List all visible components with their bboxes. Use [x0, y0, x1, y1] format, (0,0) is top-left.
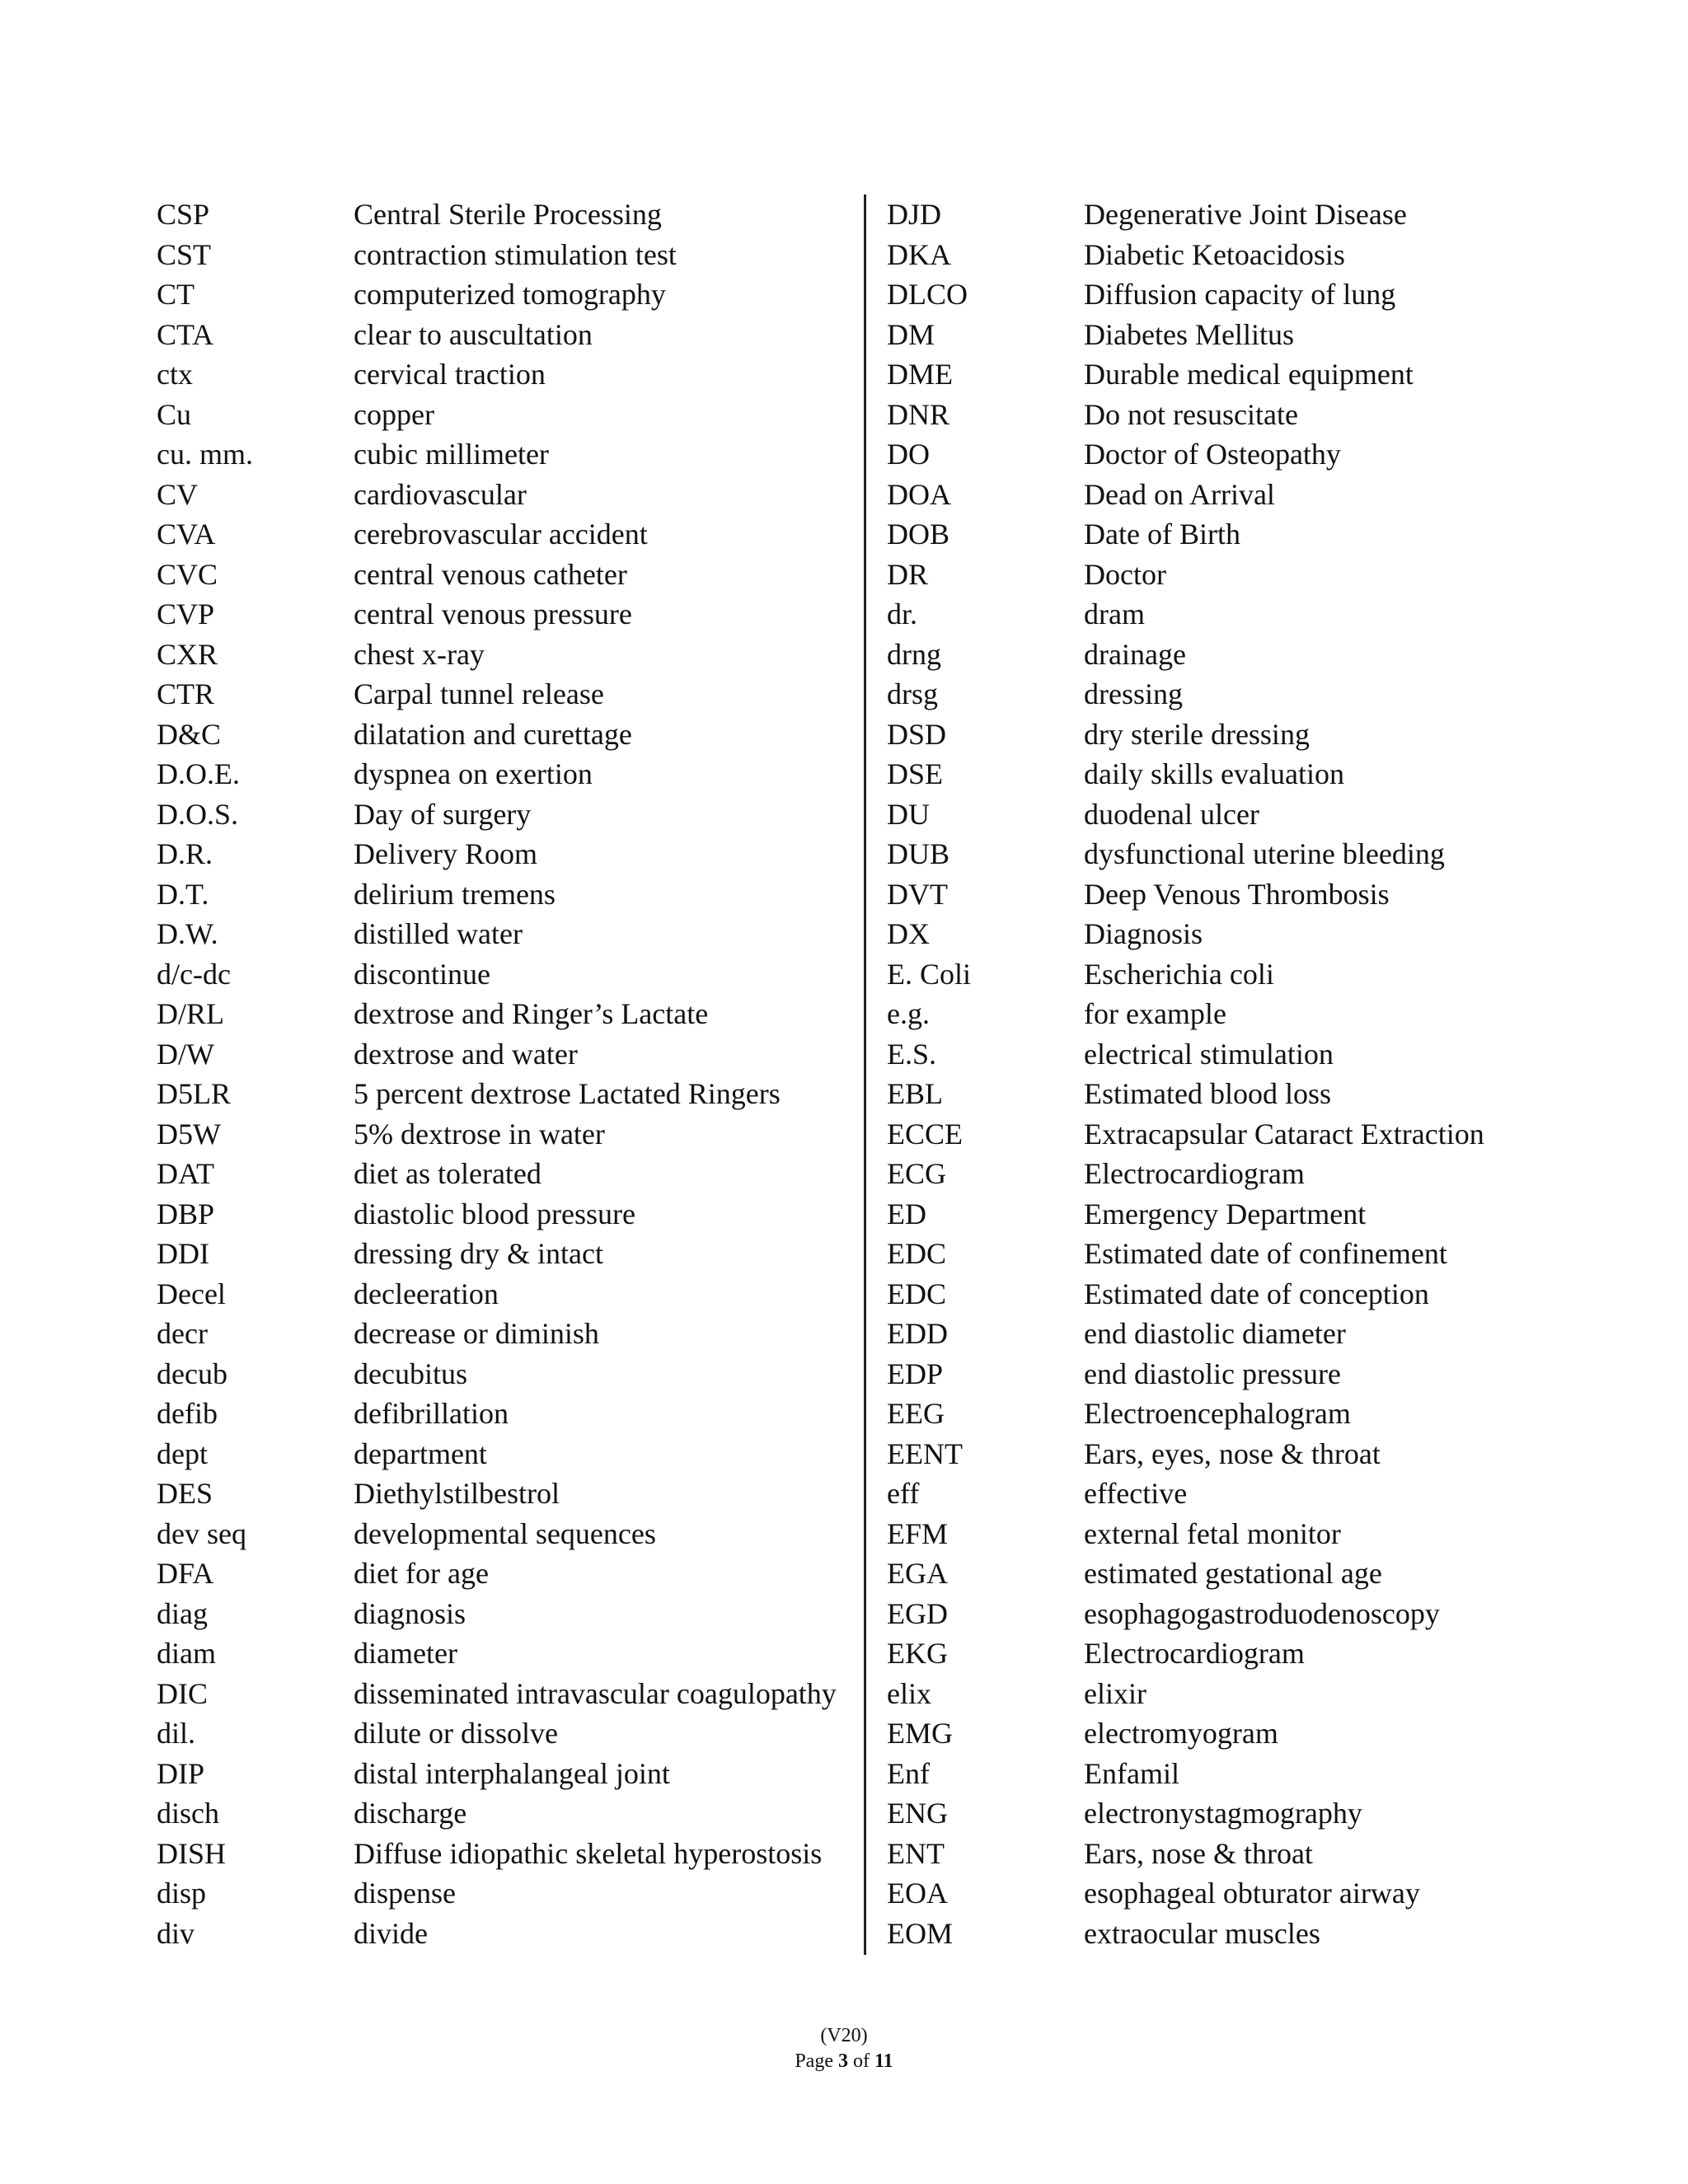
- abbreviation-row: [887, 1873, 1546, 1914]
- abbreviation-meaning: Durable medical equipment: [1084, 358, 1414, 391]
- abbreviation-term: CVC: [157, 557, 218, 591]
- abbreviation-row: [157, 1234, 857, 1274]
- abbreviation-row: [887, 994, 1546, 1034]
- abbreviation-term: EGA: [887, 1557, 948, 1590]
- abbreviation-row: [887, 354, 1546, 395]
- abbreviation-term: D.W.: [157, 917, 218, 950]
- abbreviation-term: ENG: [887, 1797, 948, 1830]
- abbreviation-term: DISH: [157, 1836, 227, 1870]
- abbreviation-meaning: dyspnea on exertion: [354, 757, 593, 790]
- abbreviation-meaning: disseminated intravascular coagulopathy: [354, 1676, 837, 1710]
- abbreviation-meaning: decleeration: [354, 1277, 499, 1310]
- abbreviation-meaning: Estimated blood loss: [1084, 1077, 1331, 1110]
- abbreviation-meaning: electronystagmography: [1084, 1797, 1362, 1830]
- abbreviation-meaning: cubic millimeter: [354, 438, 549, 471]
- abbreviation-term: DLCO: [887, 278, 968, 311]
- abbreviation-term: DJD: [887, 198, 942, 231]
- abbreviation-meaning: discontinue: [354, 957, 490, 991]
- abbreviation-term: cu. mm.: [157, 438, 253, 471]
- abbreviation-row: [157, 1594, 857, 1634]
- abbreviation-meaning: effective: [1084, 1477, 1188, 1510]
- abbreviation-row: [157, 594, 857, 635]
- abbreviation-row: [887, 235, 1546, 275]
- abbreviation-term: CTR: [157, 677, 215, 710]
- abbreviation-term: DIP: [157, 1756, 205, 1790]
- abbreviation-row: [887, 1554, 1546, 1594]
- abbreviation-row: [887, 1314, 1546, 1354]
- abbreviation-row: [887, 1074, 1546, 1114]
- abbreviation-row: [157, 1873, 857, 1914]
- abbreviation-row: [887, 914, 1546, 954]
- abbreviation-row: [887, 794, 1546, 835]
- abbreviation-term: ENT: [887, 1836, 945, 1870]
- abbreviation-meaning: clear to auscultation: [354, 317, 593, 351]
- abbreviation-row: [157, 794, 857, 835]
- abbreviation-meaning: Dead on Arrival: [1084, 477, 1275, 511]
- abbreviation-meaning: Estimated date of conception: [1084, 1277, 1429, 1310]
- abbreviation-row: [157, 395, 857, 435]
- abbreviation-row: [157, 954, 857, 995]
- abbreviation-row: [887, 1434, 1546, 1474]
- abbreviation-row: [887, 1754, 1546, 1794]
- abbreviation-term: D&C: [157, 717, 222, 751]
- abbreviation-term: DOB: [887, 518, 950, 551]
- abbreviation-meaning: department: [354, 1436, 487, 1470]
- abbreviation-row: [157, 754, 857, 794]
- abbreviation-meaning: diastolic blood pressure: [354, 1197, 635, 1230]
- abbreviation-meaning: Diabetes Mellitus: [1084, 317, 1294, 351]
- abbreviation-row: [887, 1914, 1546, 1954]
- abbreviation-meaning: 5 percent dextrose Lactated Ringers: [354, 1077, 781, 1110]
- abbreviation-row: [157, 1434, 857, 1474]
- abbreviation-term: DVT: [887, 877, 948, 911]
- abbreviation-term: E.S.: [887, 1037, 937, 1071]
- abbreviation-meaning: drainage: [1084, 637, 1186, 671]
- abbreviation-meaning: copper: [354, 397, 434, 431]
- abbreviation-term: DBP: [157, 1197, 215, 1230]
- abbreviation-meaning: Electroencephalogram: [1084, 1397, 1351, 1430]
- abbreviation-term: drsg: [887, 677, 938, 710]
- abbreviation-term: DU: [887, 797, 930, 831]
- abbreviation-term: diam: [157, 1637, 216, 1670]
- abbreviation-column-right: [887, 194, 1546, 1953]
- abbreviation-row: [157, 1554, 857, 1594]
- page-word: Page: [795, 2050, 833, 2072]
- abbreviation-meaning: Diethylstilbestrol: [354, 1477, 560, 1510]
- page-number: [0, 2049, 1688, 2074]
- abbreviation-term: diag: [157, 1596, 208, 1630]
- abbreviation-term: dept: [157, 1436, 208, 1470]
- abbreviation-row: [887, 1034, 1546, 1075]
- abbreviation-row: [157, 235, 857, 275]
- abbreviation-row: [157, 1354, 857, 1394]
- abbreviation-meaning: Diffuse idiopathic skeletal hyperostosis: [354, 1836, 823, 1870]
- abbreviation-meaning: external fetal monitor: [1084, 1516, 1341, 1550]
- abbreviation-meaning: dextrose and water: [354, 1037, 578, 1071]
- abbreviation-meaning: delirium tremens: [354, 877, 556, 911]
- abbreviation-meaning: esophagogastroduodenoscopy: [1084, 1596, 1440, 1630]
- abbreviation-row: [887, 514, 1546, 555]
- abbreviation-row: [887, 715, 1546, 755]
- page-of: of: [852, 2050, 870, 2072]
- abbreviation-meaning: contraction stimulation test: [354, 237, 677, 271]
- abbreviation-row: [887, 1154, 1546, 1194]
- abbreviation-term: D5W: [157, 1117, 221, 1151]
- abbreviation-term: DO: [887, 438, 930, 471]
- abbreviation-term: D.O.S.: [157, 797, 239, 831]
- abbreviation-meaning: dram: [1084, 598, 1145, 630]
- abbreviation-row: [157, 1194, 857, 1235]
- column-divider: [864, 194, 866, 1955]
- abbreviation-row: [887, 954, 1546, 995]
- abbreviation-term: DUB: [887, 837, 950, 870]
- abbreviation-row: [887, 1674, 1546, 1714]
- abbreviation-meaning: dispense: [354, 1877, 456, 1910]
- abbreviation-meaning: diagnosis: [354, 1596, 467, 1630]
- abbreviation-term: Enf: [887, 1756, 930, 1790]
- abbreviation-term: d/c-dc: [157, 957, 231, 991]
- abbreviation-meaning: cardiovascular: [354, 477, 527, 511]
- abbreviation-row: [157, 674, 857, 715]
- abbreviation-row: [887, 1713, 1546, 1754]
- abbreviation-meaning: Ears, nose & throat: [1084, 1836, 1313, 1870]
- abbreviation-term: EEG: [887, 1397, 945, 1430]
- abbreviation-term: DM: [887, 317, 935, 351]
- abbreviation-meaning: end diastolic diameter: [1084, 1317, 1346, 1350]
- abbreviation-row: [157, 1034, 857, 1075]
- abbreviation-meaning: Electrocardiogram: [1084, 1157, 1305, 1190]
- abbreviation-meaning: Diffusion capacity of lung: [1084, 278, 1396, 311]
- abbreviation-meaning: dressing: [1084, 677, 1183, 710]
- abbreviation-meaning: Doctor: [1084, 557, 1166, 591]
- abbreviation-row: [887, 434, 1546, 475]
- abbreviation-term: CV: [157, 477, 199, 511]
- abbreviation-row: [157, 1474, 857, 1514]
- abbreviation-row: [887, 1194, 1546, 1235]
- abbreviation-term: DSE: [887, 757, 944, 790]
- abbreviation-meaning: extraocular muscles: [1084, 1916, 1320, 1950]
- abbreviation-term: CSP: [157, 198, 210, 231]
- abbreviation-meaning: central venous pressure: [354, 598, 632, 630]
- abbreviation-row: [887, 874, 1546, 915]
- abbreviation-row: [887, 555, 1546, 595]
- abbreviation-row: [157, 1394, 857, 1434]
- abbreviation-row: [157, 274, 857, 315]
- abbreviation-row: [157, 1514, 857, 1554]
- abbreviation-row: [157, 1114, 857, 1155]
- abbreviation-meaning: defibrillation: [354, 1397, 509, 1430]
- abbreviation-term: DAT: [157, 1157, 214, 1190]
- abbreviation-meaning: estimated gestational age: [1084, 1557, 1382, 1590]
- abbreviation-term: EOM: [887, 1916, 953, 1950]
- abbreviation-meaning: 5% dextrose in water: [354, 1117, 605, 1151]
- abbreviation-term: EDD: [887, 1317, 948, 1350]
- abbreviation-term: EMG: [887, 1717, 953, 1750]
- abbreviation-meaning: Do not resuscitate: [1084, 397, 1298, 431]
- abbreviation-term: D/RL: [157, 997, 225, 1030]
- abbreviation-row: [887, 1394, 1546, 1434]
- abbreviation-meaning: Enfamil: [1084, 1756, 1179, 1790]
- abbreviation-meaning: decrease or diminish: [354, 1317, 599, 1350]
- abbreviation-meaning: Degenerative Joint Disease: [1084, 198, 1407, 231]
- abbreviation-row: [887, 594, 1546, 635]
- abbreviation-row: [157, 994, 857, 1034]
- abbreviation-term: ECG: [887, 1157, 946, 1190]
- abbreviation-meaning: electrical stimulation: [1084, 1037, 1334, 1071]
- abbreviation-meaning: Extracapsular Cataract Extraction: [1084, 1117, 1484, 1151]
- abbreviation-term: drng: [887, 637, 941, 671]
- abbreviation-term: DNR: [887, 397, 950, 431]
- abbreviation-meaning: distal interphalangeal joint: [354, 1756, 670, 1790]
- abbreviation-meaning: computerized tomography: [354, 278, 666, 311]
- abbreviation-term: decub: [157, 1357, 227, 1390]
- abbreviation-term: Cu: [157, 397, 192, 431]
- abbreviation-term: dil.: [157, 1717, 196, 1750]
- abbreviation-meaning: dressing dry & intact: [354, 1237, 603, 1270]
- abbreviation-row: [887, 315, 1546, 355]
- abbreviation-meaning: Deep Venous Thrombosis: [1084, 877, 1390, 911]
- abbreviation-term: EDC: [887, 1237, 946, 1270]
- abbreviation-term: dr.: [887, 598, 918, 630]
- abbreviation-row: [887, 674, 1546, 715]
- abbreviation-term: CVA: [157, 518, 216, 551]
- abbreviation-term: ED: [887, 1197, 926, 1230]
- abbreviation-row: [887, 1633, 1546, 1674]
- abbreviation-row: [887, 194, 1546, 235]
- abbreviation-meaning: chest x-ray: [354, 637, 485, 671]
- abbreviation-term: div: [157, 1916, 195, 1950]
- abbreviation-meaning: Diagnosis: [1084, 917, 1203, 950]
- abbreviation-row: [157, 475, 857, 515]
- abbreviation-meaning: dilute or dissolve: [354, 1717, 558, 1750]
- abbreviation-meaning: divide: [354, 1916, 428, 1950]
- abbreviation-term: DES: [157, 1477, 213, 1510]
- abbreviation-row: [157, 434, 857, 475]
- abbreviation-meaning: Estimated date of confinement: [1084, 1237, 1447, 1270]
- abbreviation-meaning: Date of Birth: [1084, 518, 1240, 551]
- abbreviation-meaning: Doctor of Osteopathy: [1084, 438, 1341, 471]
- abbreviation-term: defib: [157, 1397, 218, 1430]
- abbreviation-term: EFM: [887, 1516, 949, 1550]
- version-label: (V20): [820, 2025, 868, 2046]
- abbreviation-term: D.O.E.: [157, 757, 240, 790]
- abbreviation-row: [887, 635, 1546, 675]
- abbreviation-meaning: dextrose and Ringer’s Lactate: [354, 997, 709, 1030]
- abbreviation-row: [157, 1314, 857, 1354]
- abbreviation-row: [157, 1633, 857, 1674]
- abbreviation-term: E. Coli: [887, 957, 972, 991]
- abbreviation-term: DOA: [887, 477, 951, 511]
- abbreviation-row: [157, 1154, 857, 1194]
- abbreviation-meaning: Delivery Room: [354, 837, 537, 870]
- abbreviation-term: CST: [157, 237, 212, 271]
- abbreviation-meaning: Carpal tunnel release: [354, 677, 604, 710]
- abbreviation-row: [887, 1474, 1546, 1514]
- abbreviation-column-left: [157, 194, 857, 1953]
- abbreviation-meaning: decubitus: [354, 1357, 467, 1390]
- abbreviation-row: [157, 315, 857, 355]
- abbreviation-meaning: dysfunctional uterine bleeding: [1084, 837, 1445, 870]
- abbreviation-term: eff: [887, 1477, 920, 1510]
- abbreviation-meaning: dry sterile dressing: [1084, 717, 1310, 751]
- abbreviation-row: [887, 1834, 1546, 1874]
- abbreviation-meaning: end diastolic pressure: [1084, 1357, 1341, 1390]
- abbreviation-row: [157, 1274, 857, 1315]
- abbreviation-meaning: elixir: [1084, 1676, 1146, 1710]
- abbreviation-term: elix: [887, 1676, 931, 1710]
- abbreviation-meaning: dilatation and curettage: [354, 717, 632, 751]
- abbreviation-row: [887, 1354, 1546, 1394]
- page-current: 3: [837, 2050, 848, 2072]
- abbreviation-term: DFA: [157, 1557, 214, 1590]
- abbreviation-meaning: cerebrovascular accident: [354, 518, 648, 551]
- abbreviation-term: EDC: [887, 1277, 946, 1310]
- abbreviation-row: [157, 1914, 857, 1954]
- abbreviation-row: [887, 274, 1546, 315]
- abbreviation-term: ctx: [157, 358, 193, 391]
- abbreviation-term: D.T.: [157, 877, 209, 911]
- abbreviation-row: [887, 1234, 1546, 1274]
- abbreviation-row: [157, 715, 857, 755]
- abbreviation-term: DIC: [157, 1676, 208, 1710]
- abbreviation-term: CT: [157, 278, 195, 311]
- abbreviation-meaning: Day of surgery: [354, 797, 532, 831]
- abbreviation-term: EOA: [887, 1877, 948, 1910]
- abbreviation-row: [887, 754, 1546, 794]
- abbreviation-meaning: Ears, eyes, nose & throat: [1084, 1436, 1381, 1470]
- abbreviation-row: [887, 1274, 1546, 1315]
- abbreviation-row: [887, 395, 1546, 435]
- abbreviation-row: [887, 1594, 1546, 1634]
- abbreviation-meaning: Electrocardiogram: [1084, 1637, 1305, 1670]
- abbreviation-row: [157, 914, 857, 954]
- abbreviation-term: CVP: [157, 598, 215, 630]
- abbreviation-term: EDP: [887, 1357, 944, 1390]
- abbreviation-term: ECCE: [887, 1117, 964, 1151]
- abbreviation-row: [887, 475, 1546, 515]
- abbreviation-row: [157, 1793, 857, 1834]
- abbreviation-meaning: Diabetic Ketoacidosis: [1084, 237, 1345, 271]
- abbreviation-term: DSD: [887, 717, 947, 751]
- abbreviation-meaning: daily skills evaluation: [1084, 757, 1344, 790]
- abbreviation-meaning: Escherichia coli: [1084, 957, 1274, 991]
- abbreviation-meaning: for example: [1084, 997, 1226, 1030]
- abbreviation-row: [887, 1114, 1546, 1155]
- abbreviation-row: [157, 834, 857, 874]
- abbreviation-term: EKG: [887, 1637, 948, 1670]
- abbreviation-row: [157, 1834, 857, 1874]
- abbreviation-row: [157, 555, 857, 595]
- abbreviation-row: [887, 1514, 1546, 1554]
- abbreviation-term: EGD: [887, 1596, 948, 1630]
- abbreviation-row: [157, 514, 857, 555]
- abbreviation-term: disp: [157, 1877, 207, 1910]
- abbreviation-term: EENT: [887, 1436, 963, 1470]
- abbreviation-row: [887, 1793, 1546, 1834]
- abbreviation-term: DR: [887, 557, 929, 591]
- abbreviation-meaning: diameter: [354, 1637, 457, 1670]
- abbreviation-term: D.R.: [157, 837, 213, 870]
- abbreviation-term: DKA: [887, 237, 951, 271]
- abbreviation-term: decr: [157, 1317, 208, 1350]
- abbreviation-meaning: esophageal obturator airway: [1084, 1877, 1420, 1910]
- abbreviation-row: [157, 1074, 857, 1114]
- abbreviation-meaning: central venous catheter: [354, 557, 627, 591]
- abbreviation-row: [157, 354, 857, 395]
- abbreviation-meaning: distilled water: [354, 917, 523, 950]
- abbreviation-row: [157, 1674, 857, 1714]
- abbreviation-row: [157, 874, 857, 915]
- abbreviation-meaning: Emergency Department: [1084, 1197, 1367, 1230]
- abbreviation-meaning: duodenal ulcer: [1084, 797, 1259, 831]
- abbreviation-meaning: discharge: [354, 1797, 467, 1830]
- abbreviation-meaning: diet for age: [354, 1557, 489, 1590]
- abbreviation-term: dev seq: [157, 1516, 246, 1550]
- abbreviation-term: CTA: [157, 317, 214, 351]
- abbreviation-term: CXR: [157, 637, 218, 671]
- abbreviation-term: e.g.: [887, 997, 930, 1030]
- abbreviation-term: DME: [887, 358, 953, 391]
- abbreviation-meaning: Central Sterile Processing: [354, 198, 662, 231]
- abbreviation-row: [157, 194, 857, 235]
- abbreviation-term: DX: [887, 917, 930, 950]
- abbreviation-term: Decel: [157, 1277, 226, 1310]
- page-total: 11: [874, 2050, 893, 2072]
- abbreviation-row: [887, 834, 1546, 874]
- abbreviation-meaning: developmental sequences: [354, 1516, 656, 1550]
- abbreviation-term: disch: [157, 1797, 219, 1830]
- abbreviation-term: D/W: [157, 1037, 214, 1071]
- abbreviation-term: D5LR: [157, 1077, 231, 1110]
- abbreviation-meaning: electromyogram: [1084, 1717, 1278, 1750]
- abbreviation-row: [157, 1713, 857, 1754]
- abbreviation-meaning: cervical traction: [354, 358, 546, 391]
- abbreviation-term: DDI: [157, 1237, 209, 1270]
- abbreviation-row: [157, 1754, 857, 1794]
- abbreviation-term: EBL: [887, 1077, 943, 1110]
- abbreviation-meaning: diet as tolerated: [354, 1157, 542, 1190]
- abbreviation-row: [157, 635, 857, 675]
